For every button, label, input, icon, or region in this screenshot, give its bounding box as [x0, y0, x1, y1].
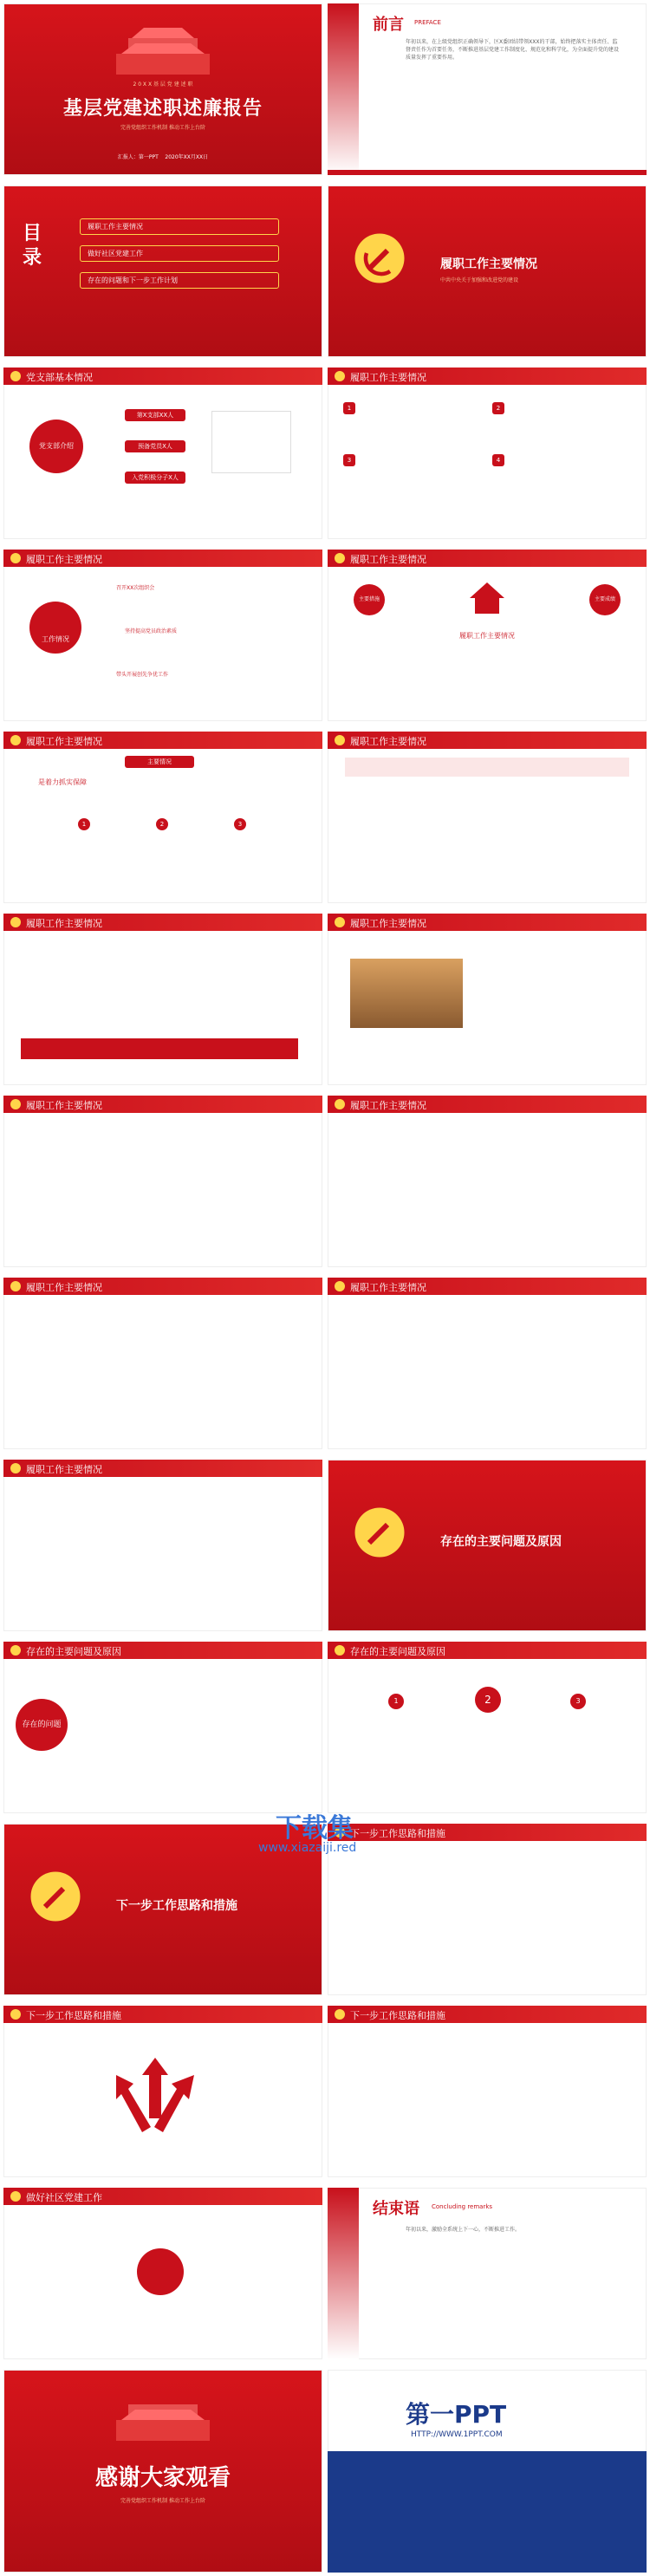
emblem-icon — [10, 735, 21, 745]
step-2: 2 — [475, 1687, 501, 1713]
closing-body: 年初以来，激励全系统上下一心，不断推进工作。 — [406, 2227, 521, 2233]
header-label: 履职工作主要情况 — [350, 554, 426, 565]
preface-body: 年初以来，在上级党组织正确领导下，区X委团结带领XXX的干部，始终把落实主体责任、监督责任作为首要任务，不断推进基层党建工作制度化、规范化和科学化，为全面提升党的建设质量发挥了重要作用。 — [406, 39, 620, 61]
cover-title: 基层党建述职述廉报告 — [62, 98, 263, 120]
basic-slide[interactable] — [3, 368, 322, 539]
duty-slide-4[interactable] — [328, 914, 647, 1085]
preface-title-en: PREFACE — [414, 19, 441, 26]
emblem-icon — [335, 735, 345, 745]
house-icon — [468, 581, 506, 615]
section1-slide[interactable] — [328, 185, 647, 357]
header-label: 履职工作主要情况 — [350, 736, 426, 747]
thanks-subtitle: 完善党组织工作机制 推动工作上台阶 — [120, 2498, 205, 2504]
problems-slide-1[interactable] — [3, 1642, 322, 1813]
header-label: 党支部基本情况 — [26, 372, 93, 383]
great-wall-photo — [350, 959, 463, 1028]
header-label: 履职工作主要情况 — [26, 918, 102, 929]
header-label: 履职工作主要情况 — [26, 736, 102, 747]
hammer-sickle-icon — [354, 232, 406, 284]
slide-header — [3, 2188, 322, 2205]
header-label: 履职工作主要情况 — [350, 1100, 426, 1111]
cover-eyebrow: 2 0 X X 基 层 党 建 述 职 — [133, 81, 193, 88]
duty-slide-9[interactable] — [3, 1460, 322, 1631]
toc-slide[interactable] — [3, 185, 322, 357]
header-label: 下一步工作思路和措施 — [350, 1828, 445, 1839]
slide-header — [3, 732, 322, 749]
toc-list — [80, 218, 279, 289]
toc-item-3[interactable]: 存在的问题和下一步工作计划 — [80, 272, 279, 289]
problems-center: 存在的问题 — [16, 1699, 68, 1751]
situation-label: 主要情况 — [125, 756, 194, 768]
emblem-icon — [335, 917, 345, 927]
header-label: 履职工作主要情况 — [350, 1282, 426, 1293]
badge-4: 4 — [492, 454, 504, 466]
pillar-decor — [328, 3, 359, 175]
preface-slide[interactable] — [328, 3, 647, 175]
emblem-icon — [10, 917, 21, 927]
pillar-decor — [328, 2188, 359, 2359]
emblem-icon — [10, 1463, 21, 1473]
cover-date: 2020年XX月XX日 — [165, 154, 209, 160]
work-center: 工作情况 — [29, 602, 81, 654]
closing-title-en: Concluding remarks — [432, 2203, 493, 2210]
closing-slide[interactable] — [328, 2188, 647, 2359]
emblem-icon — [10, 1099, 21, 1109]
step-3: 3 — [234, 818, 246, 830]
emblem-icon — [10, 371, 21, 381]
emblem-icon — [335, 1645, 345, 1656]
house-slide[interactable] — [328, 550, 647, 721]
problems-slide-2[interactable] — [328, 1642, 647, 1813]
header-label: 做好社区党建工作 — [26, 2192, 102, 2203]
step-1: 1 — [78, 818, 90, 830]
duty-slide-2[interactable] — [328, 732, 647, 903]
slide-header — [3, 368, 322, 385]
header-label: 履职工作主要情况 — [26, 1100, 102, 1111]
preface-title: 前言 — [373, 16, 404, 34]
slide-header — [3, 2006, 322, 2023]
thanks-slide[interactable] — [3, 2370, 322, 2573]
step-2: 2 — [156, 818, 168, 830]
step-1: 1 — [388, 1694, 404, 1709]
duty-slide-7[interactable] — [3, 1278, 322, 1449]
hammer-sickle-icon — [354, 1506, 406, 1558]
hammer-sickle-icon — [29, 1870, 81, 1922]
duty-slide-3[interactable] — [3, 914, 322, 1085]
watermark-url: www.xiazaiji.red — [258, 1841, 357, 1855]
tiananmen-icon — [107, 19, 218, 76]
house-left: 主要措施 — [354, 584, 385, 615]
duty-slide-6[interactable] — [328, 1096, 647, 1267]
emblem-icon — [335, 1099, 345, 1109]
main-situation-slide[interactable] — [3, 732, 322, 903]
slide-header — [328, 1642, 647, 1659]
footer-band — [21, 1038, 298, 1059]
header-label: 履职工作主要情况 — [26, 554, 102, 565]
slide-header — [328, 368, 647, 385]
situation-bullet: 是着力抓实保障 — [38, 778, 87, 786]
slide-header — [3, 914, 322, 931]
basic-item-3: 入党积极分子X人 — [125, 472, 185, 484]
emblem-icon — [335, 553, 345, 563]
section1-sub: 中共中央关于加强和改进党的建设 — [440, 277, 519, 283]
header-label: 存在的主要问题及原因 — [350, 1646, 445, 1657]
next-slide-1[interactable] — [258, 1813, 647, 1995]
duty-slide-5[interactable] — [3, 1096, 322, 1267]
bottom-bar — [328, 170, 647, 175]
credits-brand: 第一PPT — [406, 2400, 507, 2429]
header-label: 履职工作主要情况 — [26, 1464, 102, 1475]
header-label: 存在的主要问题及原因 — [26, 1646, 121, 1657]
work-item-3: 带头开展创先争优工作 — [116, 672, 169, 678]
slide-header — [3, 1096, 322, 1113]
credits-footer — [328, 2451, 647, 2573]
basic-item-2: 预备党员X人 — [125, 440, 185, 452]
work-item-2: 坚持提高党员政治素质 — [125, 628, 178, 634]
emblem-icon — [10, 2009, 21, 2020]
emblem-icon — [10, 2191, 21, 2202]
badge-3: 3 — [343, 454, 355, 466]
cover-slide[interactable] — [3, 3, 322, 175]
slide-header — [3, 1278, 322, 1295]
tiananmen-icon — [107, 2385, 218, 2443]
slide-header — [328, 732, 647, 749]
header-label: 履职工作主要情况 — [350, 918, 426, 929]
emblem-icon — [10, 1645, 21, 1656]
slide-header — [328, 1278, 647, 1295]
section1-title: 履职工作主要情况 — [440, 257, 537, 271]
header-label: 下一步工作思路和措施 — [350, 2010, 445, 2021]
badge-1: 1 — [343, 402, 355, 414]
toc-item-1[interactable]: 履职工作主要情况 — [80, 218, 279, 235]
cover-presenter: 汇报人：第一PPT — [117, 154, 159, 160]
slide-header — [328, 1096, 647, 1113]
slide-header — [3, 1642, 322, 1659]
slide-header — [3, 550, 322, 567]
header-label: 下一步工作思路和措施 — [26, 2010, 121, 2021]
slide-header — [328, 550, 647, 567]
header-label: 履职工作主要情况 — [350, 372, 426, 383]
slide-header — [328, 914, 647, 931]
slide-header — [3, 1460, 322, 1477]
credits-url[interactable]: HTTP://WWW.1PPT.COM — [411, 2430, 503, 2439]
note-box — [211, 411, 291, 473]
step-3: 3 — [570, 1694, 586, 1709]
thanks-title: 感谢大家观看 — [94, 2465, 231, 2491]
duty-slide-1[interactable] — [328, 368, 647, 539]
work-slide[interactable] — [3, 550, 322, 721]
toc-item-2[interactable]: 做好社区党建工作 — [80, 245, 279, 262]
slide-header — [328, 2006, 647, 2023]
emblem-icon — [10, 553, 21, 563]
duty-slide-8[interactable] — [328, 1278, 647, 1449]
badge-2: 2 — [492, 402, 504, 414]
cover-subtitle: 完善党组织工作机制 推动工作上台阶 — [120, 125, 205, 131]
banner — [345, 758, 629, 777]
emblem-icon — [335, 2009, 345, 2020]
house-right: 主要成绩 — [589, 584, 621, 615]
emblem-icon — [10, 1281, 21, 1291]
next-slide-2[interactable] — [3, 2006, 322, 2177]
problems-section-slide[interactable] — [328, 1460, 647, 1631]
watermark-brand: 下载集 — [276, 1813, 354, 1844]
emblem-icon — [335, 371, 345, 381]
work-item-1: 召开XX次组织会 — [116, 585, 155, 591]
community-slide[interactable] — [3, 2188, 322, 2359]
house-center: 履职工作主要情况 — [459, 632, 515, 640]
toc-title: 目录 — [23, 223, 42, 269]
cover-meta — [3, 153, 322, 160]
credits-slide[interactable] — [328, 2370, 647, 2573]
next-slide-3[interactable] — [328, 2006, 647, 2177]
community-center — [137, 2248, 184, 2295]
header-label: 履职工作主要情况 — [26, 1282, 102, 1293]
next-title: 下一步工作思路和措施 — [116, 1899, 237, 1913]
arrows-graphic — [99, 2058, 211, 2153]
closing-title: 结束语 — [373, 2200, 419, 2218]
basic-center: 党支部介绍 — [29, 420, 83, 473]
emblem-icon — [335, 1281, 345, 1291]
basic-item-1: 第X支部XX人 — [125, 409, 185, 421]
problems-title: 存在的主要问题及原因 — [440, 1535, 562, 1549]
